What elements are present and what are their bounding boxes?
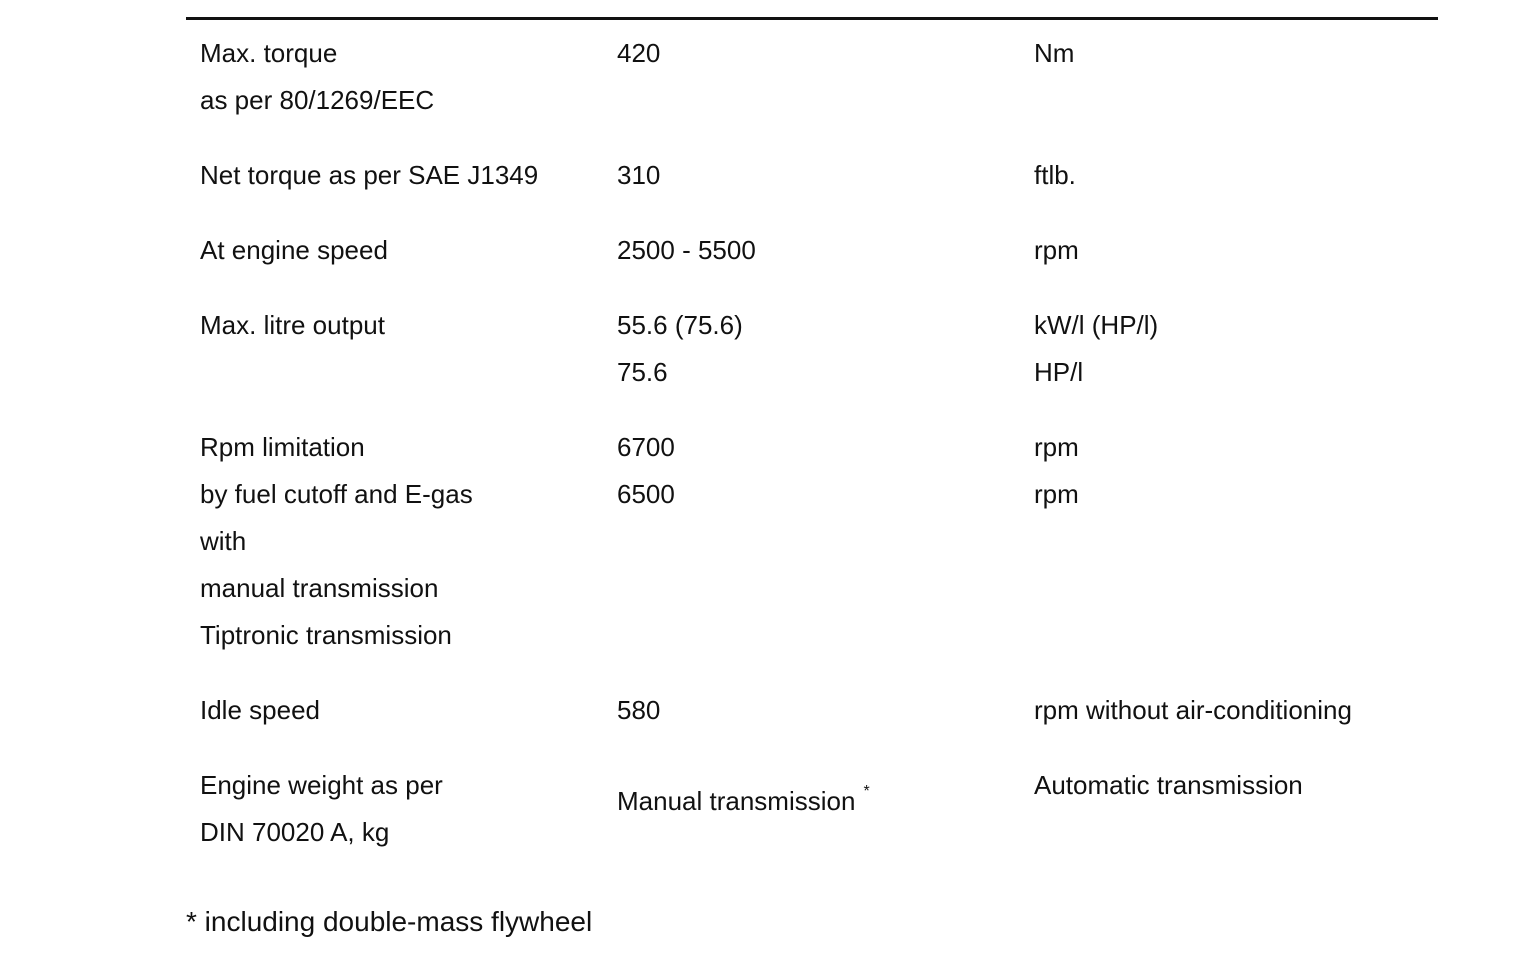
spec-value bbox=[617, 687, 1034, 734]
label-line: Max. litre output bbox=[200, 310, 385, 340]
label-line: At engine speed bbox=[200, 235, 388, 265]
spec-row-max-torque bbox=[200, 30, 1436, 124]
unit-line: HP/l bbox=[1034, 357, 1084, 387]
value-line: 580 bbox=[617, 695, 661, 725]
spec-value bbox=[617, 152, 1034, 199]
unit-line: Nm bbox=[1034, 38, 1075, 68]
spec-value bbox=[617, 30, 1034, 124]
spec-unit bbox=[1034, 762, 1436, 856]
spec-row-engine-speed bbox=[200, 227, 1436, 274]
spec-unit bbox=[1034, 302, 1436, 396]
spec-row-rpm-limitation bbox=[200, 424, 1436, 659]
spec-label bbox=[200, 30, 617, 124]
value-line: 310 bbox=[617, 160, 661, 190]
value-line bbox=[617, 762, 1034, 815]
spec-row-litre-output bbox=[200, 302, 1436, 396]
spec-label bbox=[200, 424, 617, 659]
unit-line: rpm without air-conditioning bbox=[1034, 695, 1352, 725]
label-line: Max. torque bbox=[200, 38, 338, 68]
label-line: manual transmission bbox=[200, 573, 439, 603]
unit-line: Automatic transmission bbox=[1034, 770, 1303, 800]
engine-spec-table bbox=[200, 30, 1436, 884]
footnote-marker: * bbox=[863, 783, 870, 800]
spec-label bbox=[200, 152, 617, 199]
label-line: Rpm limitation bbox=[200, 432, 365, 462]
unit-line: ftlb. bbox=[1034, 160, 1076, 190]
spec-unit bbox=[1034, 227, 1436, 274]
label-line: with bbox=[200, 526, 247, 556]
label-line: DIN 70020 A, kg bbox=[200, 817, 390, 847]
spec-row-net-torque bbox=[200, 152, 1436, 199]
spec-unit bbox=[1034, 152, 1436, 199]
spec-row-idle-speed bbox=[200, 687, 1436, 734]
spec-unit bbox=[1034, 30, 1436, 124]
unit-line: rpm bbox=[1034, 235, 1079, 265]
value-line: 55.6 (75.6) bbox=[617, 310, 743, 340]
label-line: Engine weight as per bbox=[200, 770, 443, 800]
spec-row-engine-weight bbox=[200, 762, 1436, 856]
value-line: 75.6 bbox=[617, 357, 668, 387]
unit-line: kW/l (HP/l) bbox=[1034, 310, 1159, 340]
spec-label bbox=[200, 227, 617, 274]
spec-label bbox=[200, 687, 617, 734]
spec-value bbox=[617, 227, 1034, 274]
label-line: Tiptronic transmission bbox=[200, 620, 452, 650]
spec-value bbox=[617, 424, 1034, 659]
unit-line: rpm bbox=[1034, 479, 1079, 509]
spec-value bbox=[617, 302, 1034, 396]
manual-transmission-label: Manual transmission bbox=[617, 786, 856, 816]
label-line: Net torque as per SAE J1349 bbox=[200, 160, 539, 190]
footnote: * including double-mass flywheel bbox=[186, 906, 593, 937]
spec-label bbox=[200, 762, 617, 856]
value-line: 6700 bbox=[617, 432, 675, 462]
spec-unit bbox=[1034, 424, 1436, 659]
label-line: as per 80/1269/EEC bbox=[200, 85, 435, 115]
spec-unit bbox=[1034, 687, 1436, 734]
label-line: Idle speed bbox=[200, 695, 320, 725]
value-line: 2500 - 5500 bbox=[617, 235, 756, 265]
top-rule bbox=[186, 17, 1438, 20]
spec-value bbox=[617, 762, 1034, 856]
value-line: 6500 bbox=[617, 479, 675, 509]
label-line: by fuel cutoff and E-gas bbox=[200, 479, 473, 509]
value-line: 420 bbox=[617, 38, 661, 68]
spec-label bbox=[200, 302, 617, 396]
unit-line: rpm bbox=[1034, 432, 1079, 462]
